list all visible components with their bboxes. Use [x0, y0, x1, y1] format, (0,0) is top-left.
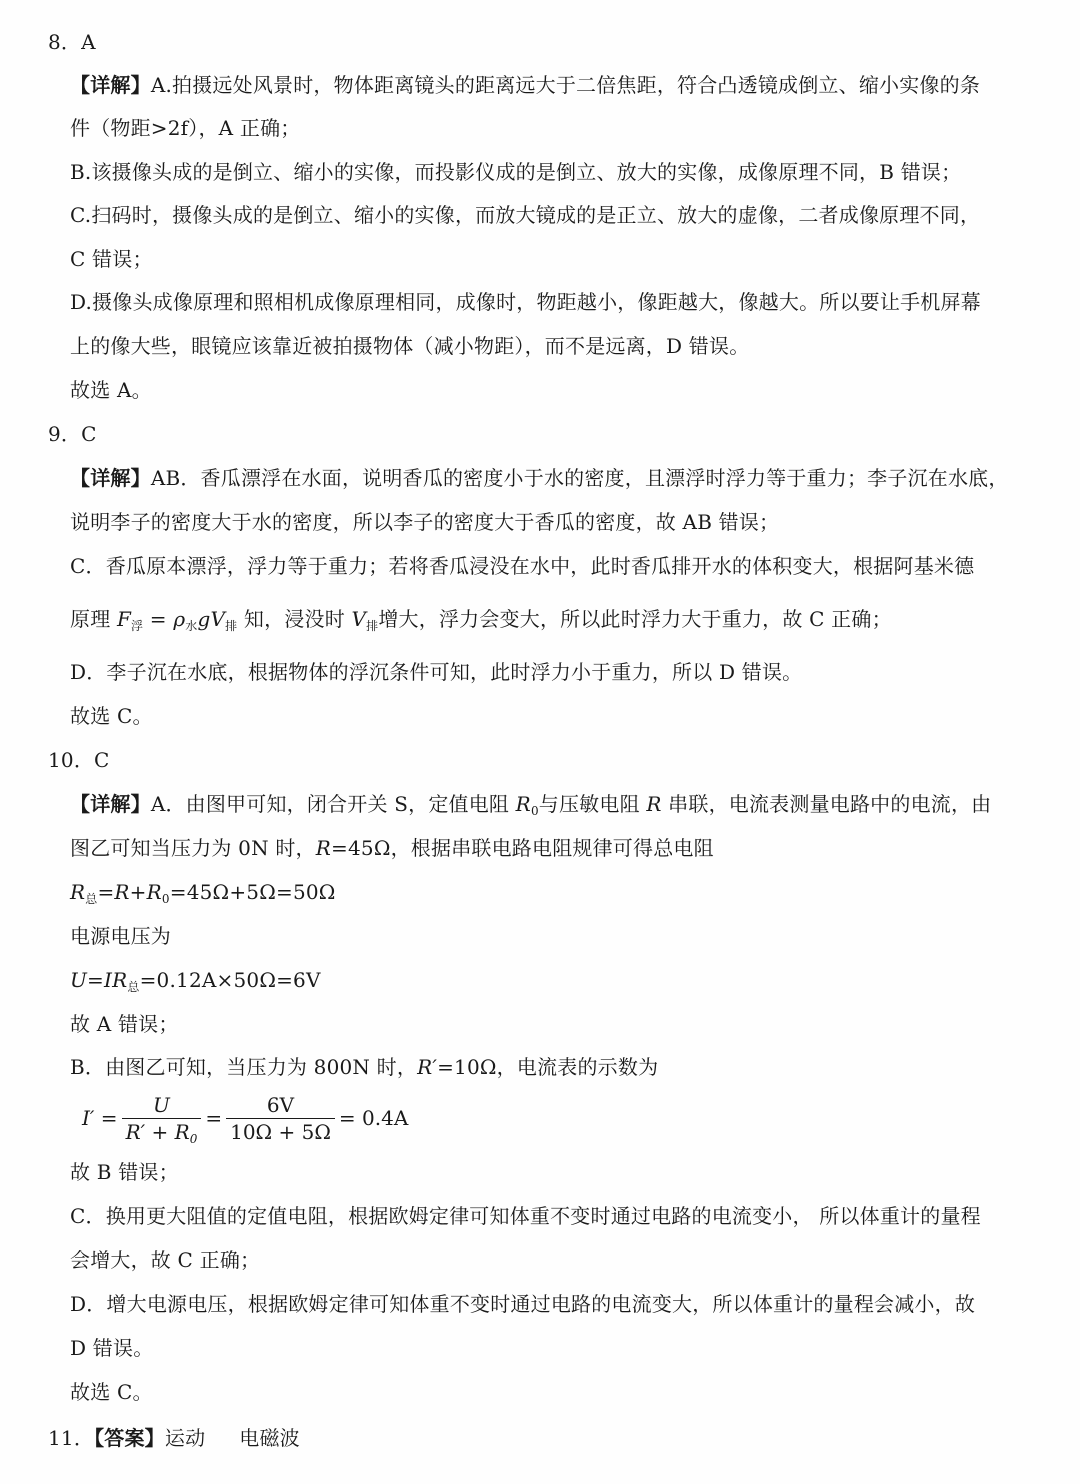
- q11-number: 11．: [48, 1426, 95, 1450]
- volume-symbol-2: V: [351, 607, 367, 631]
- volume-symbol: V: [210, 607, 226, 631]
- q11-answer-2: 电磁波: [239, 1426, 300, 1450]
- q10-text-1a: A．由图甲可知，闭合开关 S，定值电阻: [150, 792, 516, 816]
- q11-line: [48, 1424, 998, 1452]
- q10-text-1b: 与压敏电阻: [538, 792, 647, 816]
- q9-line-3: C．香瓜原本漂浮，浮力等于重力；若将香瓜浸没在水中，此时香瓜排开水的体积变大，根据阿基米德: [70, 554, 975, 578]
- q10-supply-label: 电源电压为: [70, 924, 171, 948]
- q8-line-4: C.扫码时，摄像头成的是倒立、缩小的实像，而放大镜成的是正立、放大的虚像，二者成像原理不同，: [70, 203, 981, 227]
- q9-text-mid: 知，浸没时: [237, 607, 352, 631]
- r-symbol: R: [646, 792, 662, 816]
- q10-text-2a: 图乙可知当压力为 0N 时，: [70, 836, 316, 860]
- q10-d-line-1: D．增大电源电压，根据欧姆定律可知体重不变时通过电路的电流变大，所以体重计的量程会减小，故: [70, 1292, 976, 1316]
- fraction-1-den-sub: 0: [189, 1131, 198, 1146]
- q9-line-1: [70, 464, 1020, 492]
- eq2-tail: =0.12A×50Ω=6V: [139, 968, 321, 992]
- fraction-2-denominator: 10Ω + 5Ω: [230, 1119, 331, 1144]
- q8-line-1: [70, 71, 1020, 99]
- rho-symbol: ρ: [173, 607, 186, 631]
- fraction-1: [122, 1092, 202, 1145]
- eq2-sub: 总: [127, 980, 140, 994]
- eq1-sub0: 0: [161, 892, 170, 906]
- r-symbol-2: R: [315, 836, 332, 860]
- q8-line-2: 件（物距>2f），A 正确；: [70, 116, 301, 140]
- q9-line-5: D．李子沉在水底，根据物体的浮沉条件可知，此时浮力小于重力，所以 D 错误。: [70, 660, 803, 684]
- fraction-1-numerator: U: [122, 1092, 202, 1119]
- equals-sign: =: [143, 607, 174, 631]
- eq1-r: R: [70, 880, 86, 904]
- q9-tag: 【详解】: [70, 466, 151, 490]
- q9-number: 9．C: [48, 422, 97, 446]
- q10-d-line-2: D 错误。: [70, 1336, 154, 1360]
- r0-symbol: R: [515, 792, 531, 816]
- q10-line-1: [70, 790, 1020, 818]
- q11-answer-1: 运动: [164, 1426, 206, 1450]
- q8-line-5: C 错误；: [70, 247, 153, 271]
- frac-result: = 0.4A: [338, 1106, 409, 1130]
- q8-line-6: D.摄像头成像原理和照相机成像原理相同，成像时，物距越小，像距越大，像越大。所以要让手机屏幕: [70, 290, 981, 314]
- q10-b-text-b: =10Ω，电流表的示数为: [437, 1055, 659, 1079]
- q10-tag: 【详解】: [70, 792, 151, 816]
- q10-text-2b: =45Ω，根据串联电路电阻规律可得总电阻: [331, 836, 714, 860]
- frac-equals: =: [205, 1106, 223, 1130]
- q9-text-1: AB．香瓜漂浮在水面，说明香瓜的密度小于水的密度，且漂浮时浮力等于重力；李子沉在水底，: [150, 466, 1009, 490]
- q8-line-3: B.该摄像头成的是倒立、缩小的实像，而投影仪成的是倒立、放大的实像，成像原理不同，B 错误；: [70, 160, 962, 184]
- fraction-2-numerator: 6V: [226, 1092, 335, 1119]
- q8-tag: 【详解】: [70, 73, 151, 97]
- frac-lhs: I′ =: [82, 1106, 118, 1130]
- rho-sub: 水: [185, 619, 198, 633]
- q9-line-2: 说明李子的密度大于水的密度，所以李子的密度大于香瓜的密度，故 AB 错误；: [70, 510, 780, 534]
- r-prime-symbol: R′: [417, 1055, 438, 1079]
- q9-text-pre: 原理: [70, 607, 117, 631]
- q8-line-7: 上的像大些，眼镜应该靠近被拍摄物体（减小物距），而不是远离，D 错误。: [70, 334, 750, 358]
- buoyancy-symbol: F: [116, 607, 132, 631]
- q10-line-2: [70, 834, 1020, 862]
- q10-c-line-2: 会增大，故 C 正确；: [70, 1248, 261, 1272]
- q9-line-4: [70, 605, 1020, 633]
- eq1-sub: 总: [85, 892, 98, 906]
- q8-number: 8．A: [48, 30, 96, 54]
- eq1-tail: =45Ω+5Ω=50Ω: [169, 880, 336, 904]
- q11-tag: 【答案】: [94, 1426, 165, 1450]
- q10-b-conclusion: 故 B 错误；: [70, 1160, 179, 1184]
- q10-eq-voltage: [70, 966, 1020, 994]
- q10-c-line-1: C．换用更大阻值的定值电阻，根据欧姆定律可知体重不变时通过电路的电流变小， 所以体重计的量程: [70, 1204, 981, 1228]
- q9-text-post: 增大，浮力会变大，所以此时浮力大于重力，故 C 正确；: [378, 607, 892, 631]
- buoyancy-sub: 浮: [131, 619, 144, 633]
- g-symbol: g: [197, 607, 211, 631]
- fraction-2: [226, 1092, 335, 1145]
- q10-b-text-a: B．由图乙可知，当压力为 800N 时，: [70, 1055, 418, 1079]
- q10-number: 10．C: [48, 748, 110, 772]
- q8-text-1: A.拍摄远处风景时，物体距离镜头的距离远大于二倍焦距，符合凸透镜成倒立、缩小实像的条: [150, 73, 981, 97]
- q10-conclusion: 故选 C。: [70, 1380, 153, 1404]
- eq1-rest: =R+R: [97, 880, 162, 904]
- fraction-1-denominator: [122, 1119, 202, 1145]
- q10-eq-total-resistance: [70, 878, 1020, 906]
- volume-sub: 排: [225, 619, 238, 633]
- fraction-1-den-text: R′ + R: [125, 1119, 190, 1144]
- q10-b-line: [70, 1053, 1020, 1081]
- q10-text-1c: 串联，电流表测量电路中的电流，由: [661, 792, 992, 816]
- q9-conclusion: 故选 C。: [70, 704, 153, 728]
- eq2-ui: U=IR: [70, 968, 128, 992]
- q8-conclusion: 故选 A。: [70, 378, 152, 402]
- q10-a-conclusion: 故 A 错误；: [70, 1012, 179, 1036]
- volume-sub-2: 排: [366, 619, 379, 633]
- q10-current-formula: [82, 1090, 408, 1146]
- r0-sub: 0: [530, 804, 539, 818]
